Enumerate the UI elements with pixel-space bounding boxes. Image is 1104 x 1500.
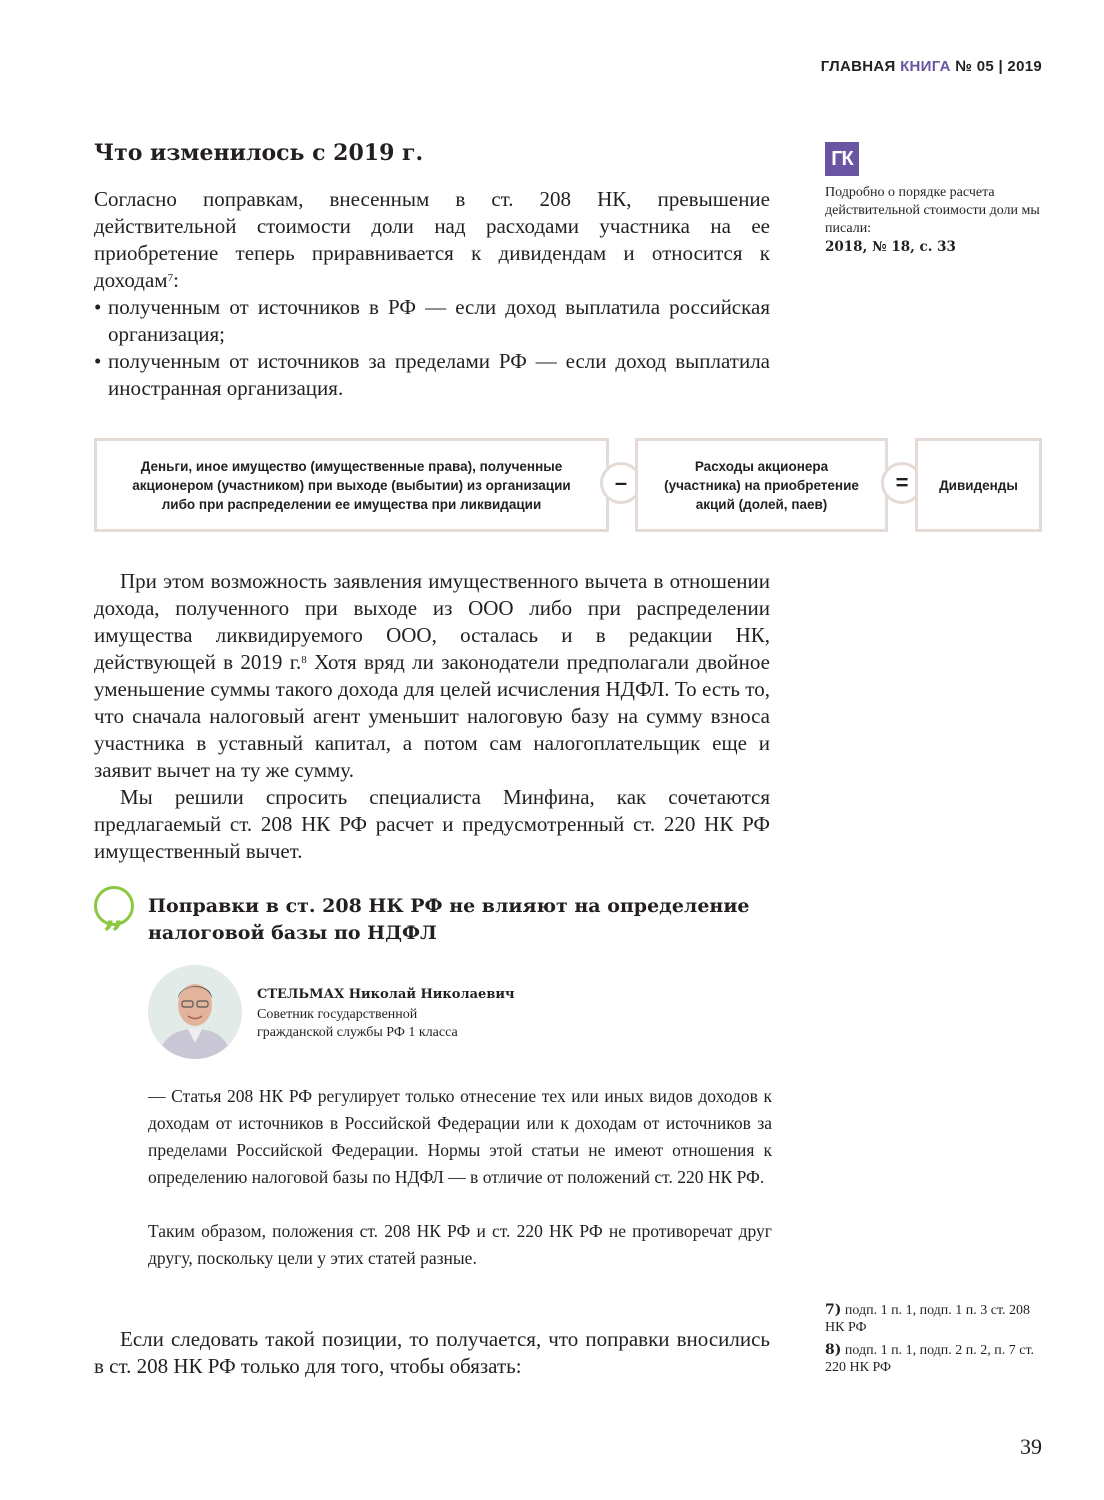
issue-number: № 05 | 2019 xyxy=(955,58,1042,75)
page-number: 39 xyxy=(1020,1434,1042,1459)
list-item: • полученным от источников в РФ — если доход выплатила российская организация; xyxy=(94,294,770,348)
intro-block xyxy=(94,186,770,402)
formula-box-income: Деньги, иное имущество (имущественные права), полученные акционером (участником) при выходе (выбытии) из организации либо при распределении ее имущества при ликвидации xyxy=(94,438,609,532)
expert-photo xyxy=(148,965,242,1059)
closing-text-block xyxy=(94,1326,770,1380)
footnote-ref-7[interactable]: 7 xyxy=(167,272,174,284)
footnote-text: подп. 1 п. 1, подп. 1 п. 3 ст. 208 НК РФ xyxy=(825,1303,1031,1335)
footnote-text: подп. 1 п. 1, подп. 2 п. 2, п. 7 ст. 220 НК РФ xyxy=(825,1343,1035,1375)
minus-icon: – xyxy=(600,462,642,504)
bullet-list xyxy=(94,294,770,402)
expert-info xyxy=(257,986,515,1042)
quote-body xyxy=(148,1083,772,1272)
brand-accent: КНИГА xyxy=(900,58,951,75)
quote-title: Поправки в ст. 208 НК РФ не влияют на определение налоговой базы по НДФЛ xyxy=(148,895,750,944)
gk-logo-icon: ГК xyxy=(825,142,859,176)
brand-main: ГЛАВНАЯ xyxy=(820,58,896,75)
footnote xyxy=(825,1302,1050,1336)
expert-name: СТЕЛЬМАХ Николай Николаевич xyxy=(257,987,515,1002)
list-item: • полученным от источников за пределами РФ — если доход выплатила иностранная организация. xyxy=(94,348,770,402)
magazine-header xyxy=(821,58,1042,75)
paragraph: Если следовать такой позиции, то получается, что поправки вносились в ст. 208 НК РФ только для того, чтобы обязать: xyxy=(94,1327,770,1378)
footnote-number: 8) xyxy=(825,1342,842,1358)
quote-paragraph: Таким образом, положения ст. 208 НК РФ и ст. 220 НК РФ не противоречат друг другу, поскольку цели у этих статей разные. xyxy=(148,1221,772,1268)
equals-icon: = xyxy=(881,462,923,504)
dividend-formula-diagram xyxy=(94,438,1042,534)
quote-icon: „ xyxy=(94,886,134,926)
footnote-number: 7) xyxy=(825,1302,842,1318)
formula-box-expenses: Расходы акционера (участника) на приобретение акций (долей, паев) xyxy=(635,438,888,532)
formula-box-dividends: Дивиденды xyxy=(915,438,1042,532)
paragraph: Мы решили спросить специалиста Минфина, как сочетаются предлагаемый ст. 208 НК РФ расчет и предусмотренный ст. 220 НК РФ имущественный вычет. xyxy=(94,785,770,863)
expert-portrait-icon xyxy=(148,965,242,1059)
sidebar-text: Подробно о порядке расчета действительной стоимости доли мы писали: xyxy=(825,185,1040,236)
section-title: Что изменилось с 2019 г. xyxy=(94,140,424,166)
expert-position: гражданской службы РФ 1 класса xyxy=(257,1025,458,1040)
footnote xyxy=(825,1342,1050,1376)
paragraph: При этом возможность заявления имущественного вычета в отношении дохода, полученного при выходе из ООО либо при распределении имущества ликвидируемого ООО, осталась и в редакции НК, действующей в 2019 г.$^8$ Хотя вряд ли законодатели предполагали двойное уменьшение суммы такого дохода для целей исчисления НДФЛ. То есть то, что сначала налоговый агент уменьшит налоговую базу на сумму взноса участника в уставный капитал, а потом сам налогоплательщик еще и заявит вычет на ту же сумму. xyxy=(94,569,770,782)
sidebar-ref-link[interactable]: 2018, № 18, с. 33 xyxy=(825,239,956,255)
quote-paragraph: — Статья 208 НК РФ регулирует только отнесение тех или иных видов доходов к доходам от источников в Российской Федерации или к доходам от источников за пределами Российской Федерации. Нормы этой статьи не имеют отношения к определению налоговой базы по НДФЛ — в отличие от положений ст. 220 НК РФ. xyxy=(148,1086,772,1187)
footnote-ref-8[interactable]: 8 xyxy=(301,654,307,666)
intro-paragraph: Согласно поправкам, внесенным в ст. 208 НК, превышение действительной стоимости доли над расходами участника на ее приобретение теперь приравнивается к дивидендам и относится к доходам$^7$: xyxy=(94,187,770,292)
main-text-block xyxy=(94,568,770,865)
expert-position: Советник государственной xyxy=(257,1007,418,1022)
sidebar-note xyxy=(825,184,1050,256)
